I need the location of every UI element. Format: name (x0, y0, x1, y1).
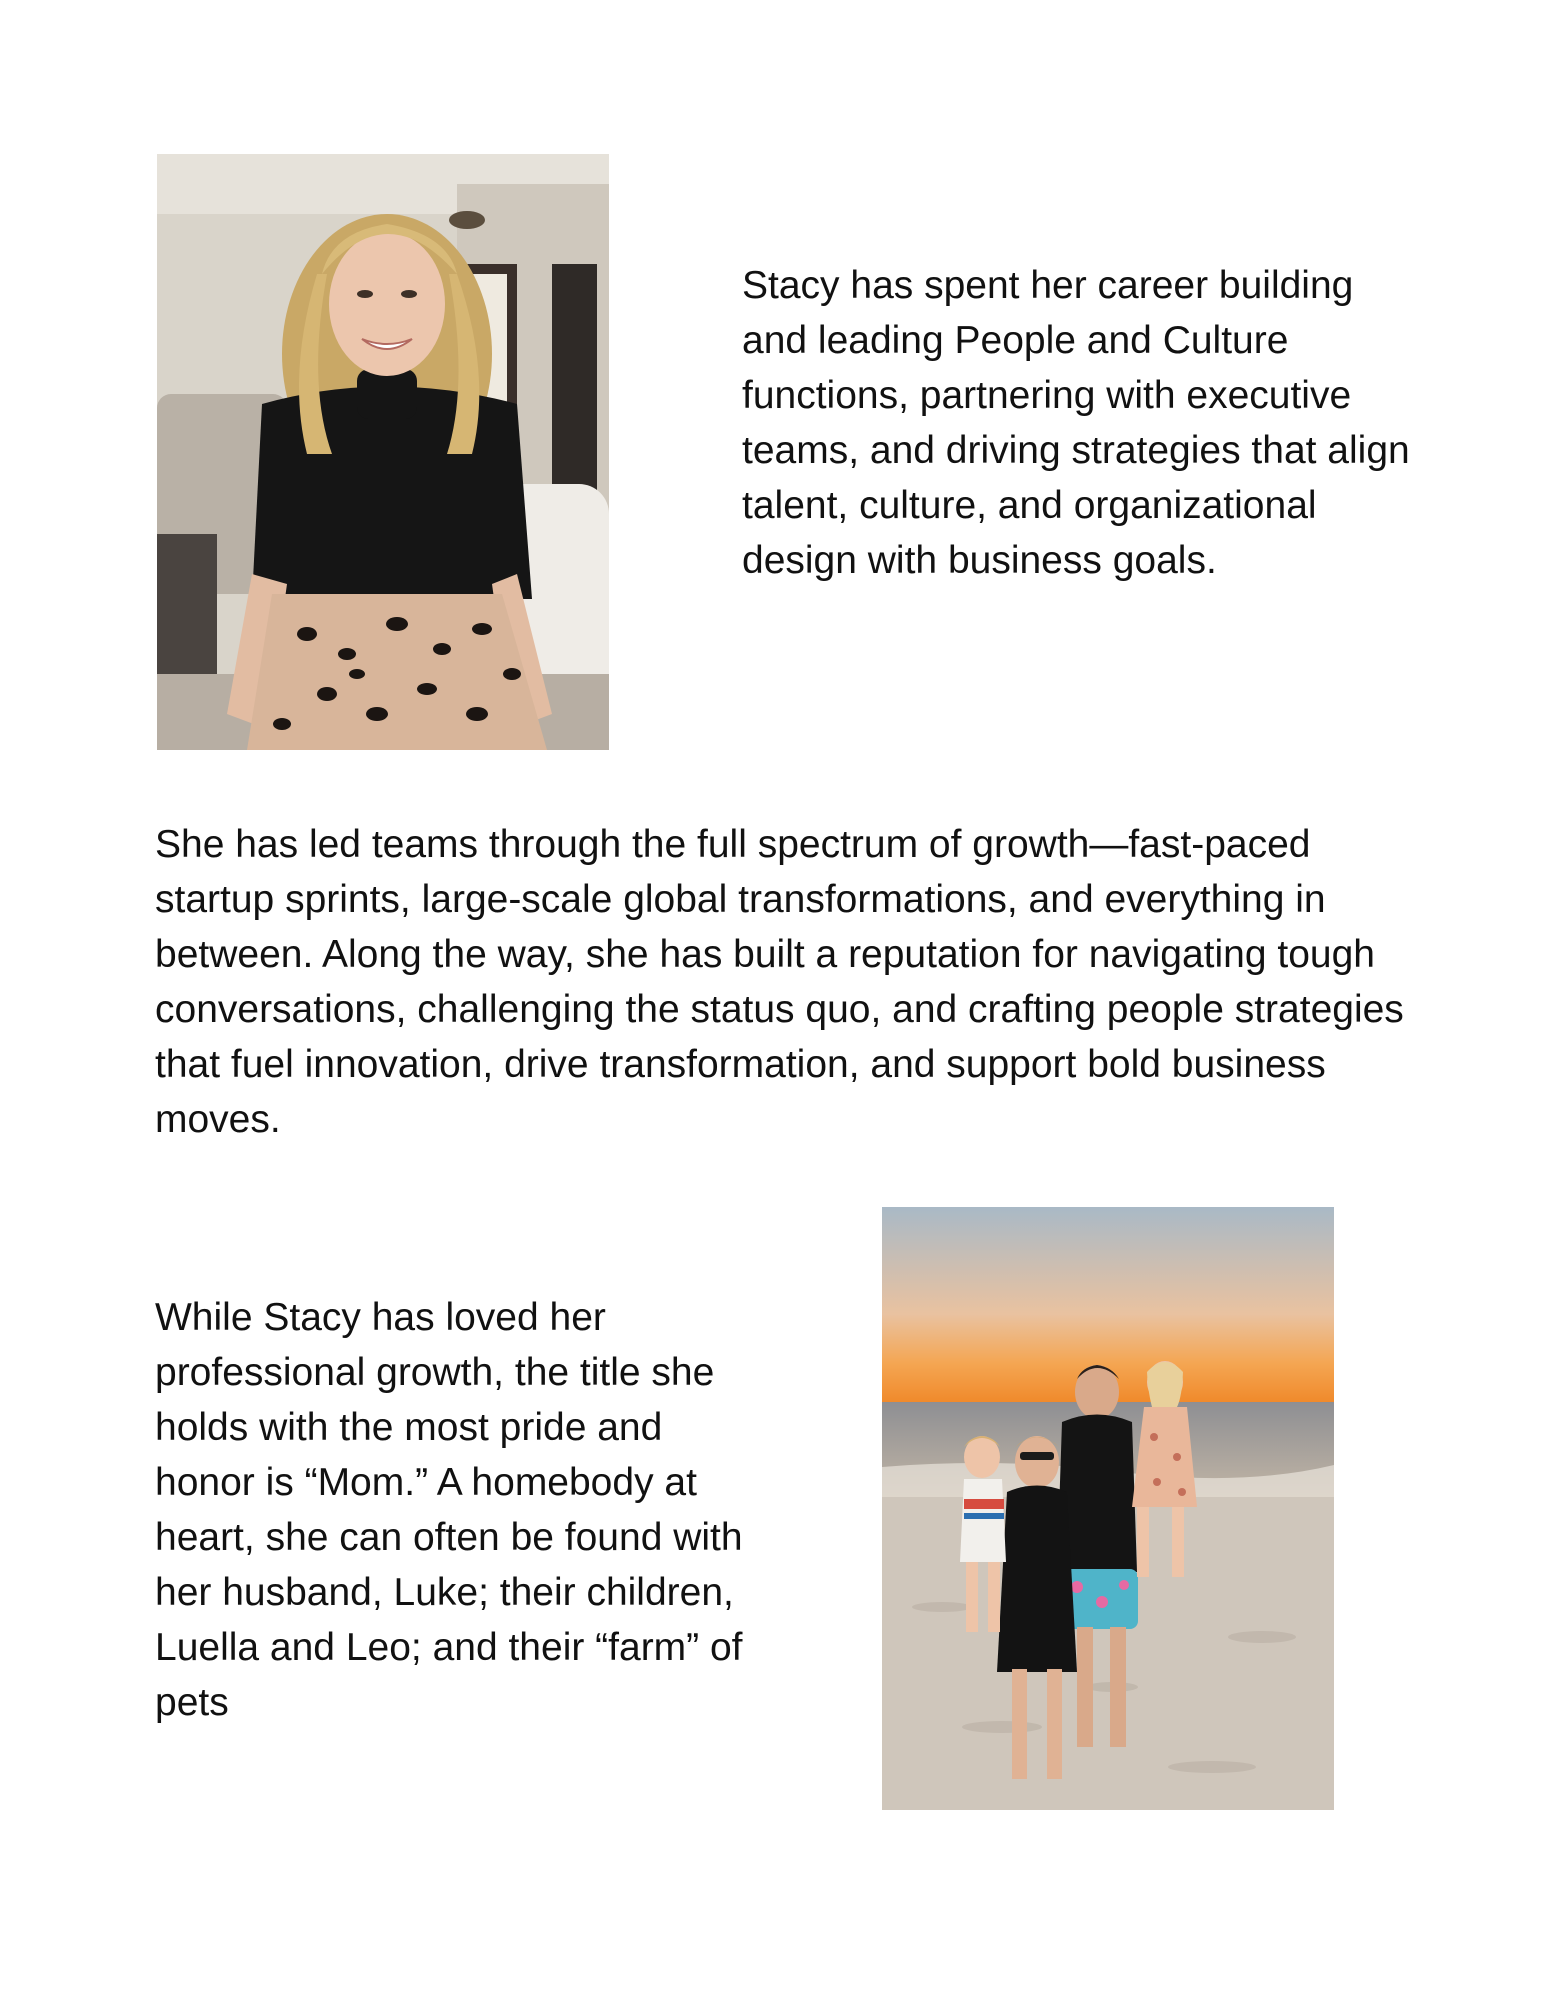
personal-paragraph: While Stacy has loved her professional growth, the title she holds with the most pride and honor is “Mom.” A homebody at heart, she can often be found with her husband, Luke; their children, Luella and Leo; and their “farm” of pets (155, 1296, 743, 1724)
portrait-photo (157, 154, 609, 750)
family-beach-photo-image (882, 1207, 1334, 1810)
experience-paragraph: She has led teams through the full spectrum of growth—fast-paced startup sprints, large-scale global transformations, and everything in between. Along the way, she has built a reputation for navigating tough conversations, challenging the status quo, and crafting people strategies that fuel innovation, drive transformation, and support bold business moves. (155, 823, 1404, 1141)
intro-paragraph: Stacy has spent her career building and leading People and Culture functions, partnering with executive teams, and driving strategies that align talent, culture, and organizational design with business goals. (742, 264, 1410, 582)
portrait-photo-image (157, 154, 609, 750)
family-beach-photo (882, 1207, 1334, 1810)
